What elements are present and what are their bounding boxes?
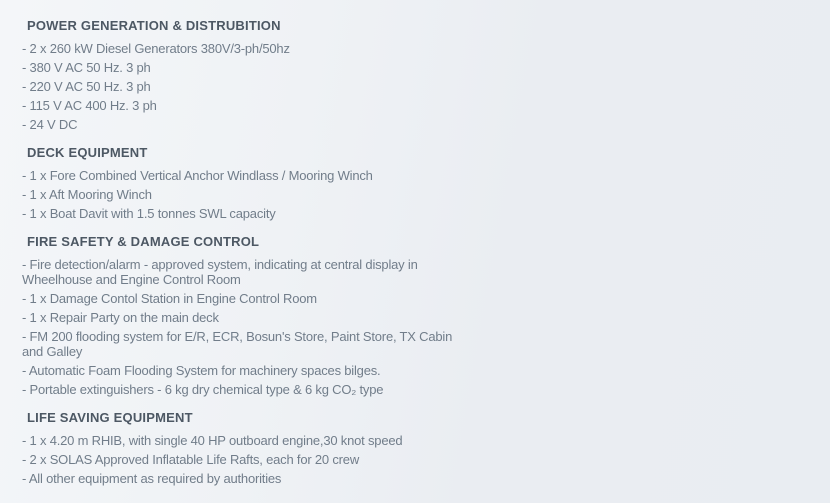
spec-line: - 1 x Repair Party on the main deck xyxy=(22,310,219,325)
spec-line: - 1 x Boat Davit with 1.5 tonnes SWL capacity xyxy=(22,206,276,221)
spec-line: - 1 x 4.20 m RHIB, with single 40 HP outboard engine,30 knot speed xyxy=(22,433,403,448)
section-lines xyxy=(22,433,830,487)
spec-line: - 1 x Fore Combined Vertical Anchor Windlass / Mooring Winch xyxy=(22,168,373,183)
spec-line: - Automatic Foam Flooding System for machinery spaces bilges. xyxy=(22,363,381,378)
spec-line: - 115 V AC 400 Hz. 3 ph xyxy=(22,98,157,113)
spec-line: - 2 x 260 kW Diesel Generators 380V/3-ph/50hz xyxy=(22,41,290,56)
spec-section xyxy=(22,145,830,222)
spec-line: - All other equipment as required by authorities xyxy=(22,471,282,486)
section-heading: LIFE SAVING EQUIPMENT xyxy=(27,410,193,425)
section-heading: DECK EQUIPMENT xyxy=(27,145,148,160)
spec-line: and Galley xyxy=(22,344,83,359)
spec-line: - 220 V AC 50 Hz. 3 ph xyxy=(22,79,151,94)
spec-section xyxy=(22,234,830,398)
spec-section xyxy=(22,410,830,487)
spec-line: - Portable extinguishers - 6 kg dry chemical type & 6 kg CO₂ type xyxy=(22,382,384,397)
section-lines xyxy=(22,168,830,222)
spec-line: - 1 x Damage Contol Station in Engine Control Room xyxy=(22,291,317,306)
section-lines xyxy=(22,257,830,398)
spec-line: - FM 200 flooding system for E/R, ECR, Bosun's Store, Paint Store, TX Cabin xyxy=(22,329,453,344)
spec-line: - 2 x SOLAS Approved Inflatable Life Rafts, each for 20 crew xyxy=(22,452,360,467)
spec-line: - 1 x Aft Mooring Winch xyxy=(22,187,152,202)
section-heading: POWER GENERATION & DISTRUBITION xyxy=(27,18,281,33)
spec-line: - 380 V AC 50 Hz. 3 ph xyxy=(22,60,151,75)
section-heading: FIRE SAFETY & DAMAGE CONTROL xyxy=(27,234,260,249)
spec-line: - Fire detection/alarm - approved system, indicating at central display in xyxy=(22,257,418,272)
spec-section xyxy=(22,18,830,133)
spec-line: - 24 V DC xyxy=(22,117,78,132)
section-lines xyxy=(22,41,830,133)
spec-line: Wheelhouse and Engine Control Room xyxy=(22,272,241,287)
